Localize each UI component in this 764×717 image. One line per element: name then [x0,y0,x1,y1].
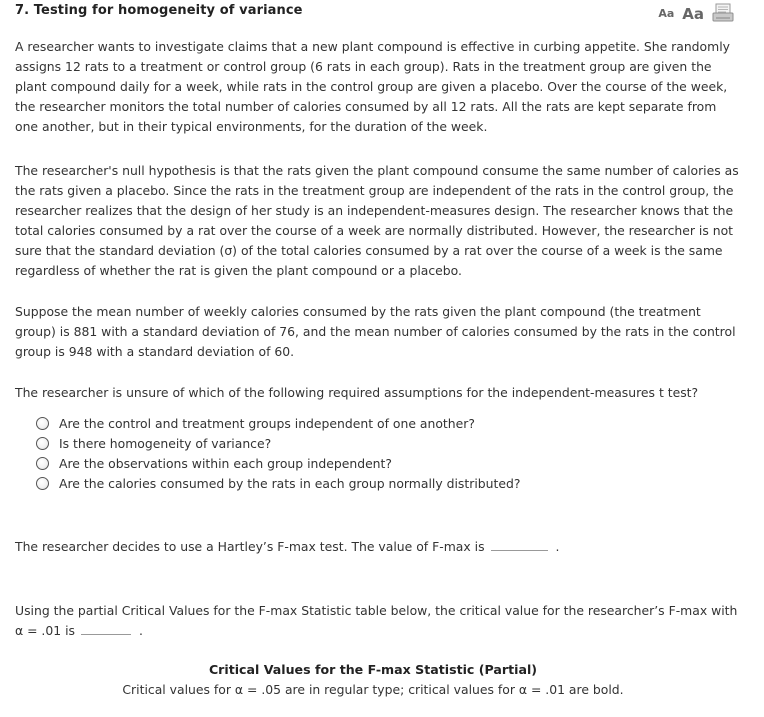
radio-button[interactable] [36,477,49,490]
sentence-period: . [138,623,143,638]
fmax-answer-blank[interactable] [491,538,548,551]
fmax-question [15,537,740,557]
radio-button[interactable] [36,457,49,470]
print-icon[interactable] [712,3,734,23]
option-label: Is there homogeneity of variance? [59,435,272,451]
critical-value-question-text: Using the partial Critical Values for the F-max Statistic table below, the critical value for the researcher’s F-max with α = .01 is [15,603,738,638]
assumption-options [36,413,520,493]
critical-value-answer-blank[interactable] [81,622,131,635]
scenario-paragraph: A researcher wants to investigate claims that a new plant compound is effective in curbing appetite. She randomly assigns 12 rats to a treatment or control group (6 rats in each group). Rats in the treatment group are given the plant compound daily for a week, while rats in the control group are given a placebo. Over the course of the week, the researcher monitors the total number of calories consumed by all 12 rats. All the rats are kept separate from one another, but in their typical environments, for the duration of the week. [15,39,730,134]
option-label: Are the observations within each group independent? [59,455,392,471]
radio-button[interactable] [36,417,49,430]
sentence-period: . [555,539,560,554]
table-title: Critical Values for the F-max Statistic (Partial) [208,662,538,677]
option-observations-independent[interactable] [36,453,520,473]
statistics-paragraph: Suppose the mean number of weekly calories consumed by the rats given the plant compound (the treatment group) is 881 with a standard deviation of 76, and the mean number of calories consumed by the rats in the control group is 948 with a standard deviation of 60. [15,304,736,359]
decrease-font-button[interactable]: Aa [658,7,675,20]
critical-value-question [15,601,740,641]
fmax-question-text: The researcher decides to use a Hartley’s F-max test. The value of F-max is [15,539,485,554]
option-label: Are the calories consumed by the rats in each group normally distributed? [59,475,521,491]
option-normally-distributed[interactable] [36,473,520,493]
assumption-question: The researcher is unsure of which of the following required assumptions for the independent-measures t test? [15,385,699,400]
table-subtitle: Critical values for α = .05 are in regular type; critical values for α = .01 are bold. [122,682,624,697]
hypothesis-paragraph: The researcher's null hypothesis is that the rats given the plant compound consume the same number of calories as the rats given a placebo. Since the rats in the treatment group are independent of the rats in the control group, the researcher realizes that the design of her study is an independent-measures design. The researcher knows that the total calories consumed by a rat over the course of a week are normally distributed. However, the researcher is not sure that the standard deviation (σ) of the total calories consumed by a rat over the course of a week is the same regardless of whether the rat is given the plant compound or a placebo. [15,163,739,278]
increase-font-button[interactable]: Aa [682,5,704,23]
option-homogeneity-of-variance[interactable] [36,433,520,453]
option-label: Are the control and treatment groups independent of one another? [59,415,475,431]
question-title: 7. Testing for homogeneity of variance [15,3,303,18]
option-groups-independent[interactable] [36,413,520,433]
radio-button[interactable] [36,437,49,450]
toolbar [658,3,734,23]
